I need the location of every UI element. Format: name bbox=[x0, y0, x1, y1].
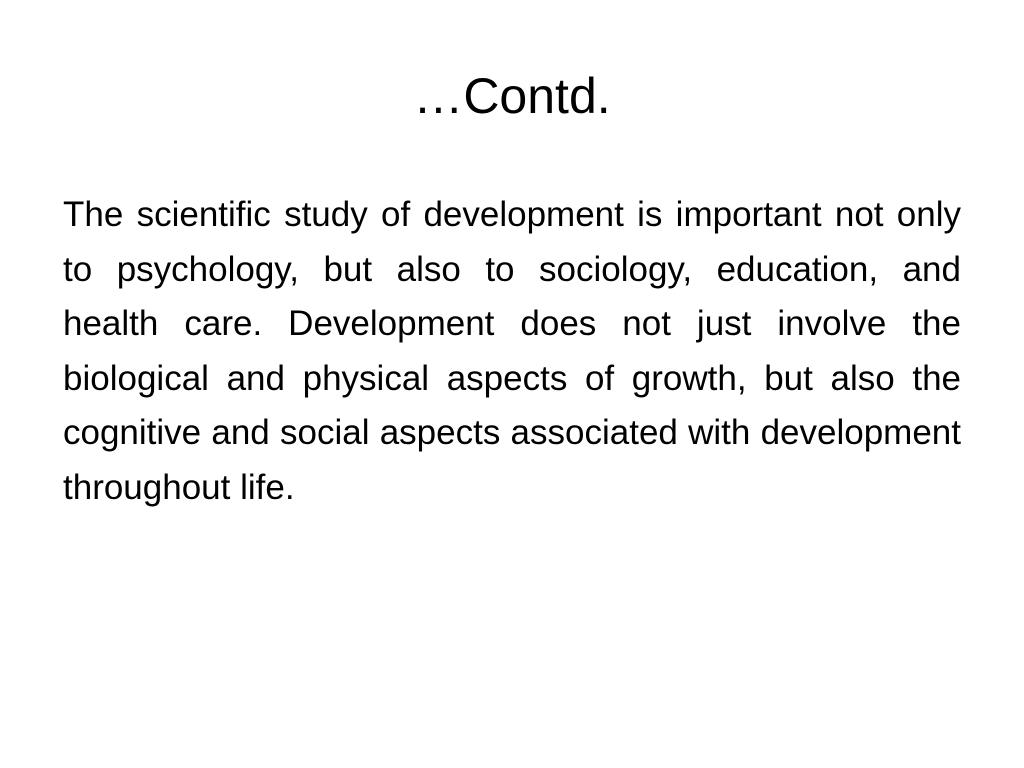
slide-body-text: The scientific study of development is important not only to psychology, but also to sociology, education, and health care. Development does not just involve the biological and physical aspects of growth, but also the cognitive and social aspects associated with development throughout life. bbox=[63, 195, 961, 507]
slide-title: …Contd. bbox=[413, 68, 611, 124]
